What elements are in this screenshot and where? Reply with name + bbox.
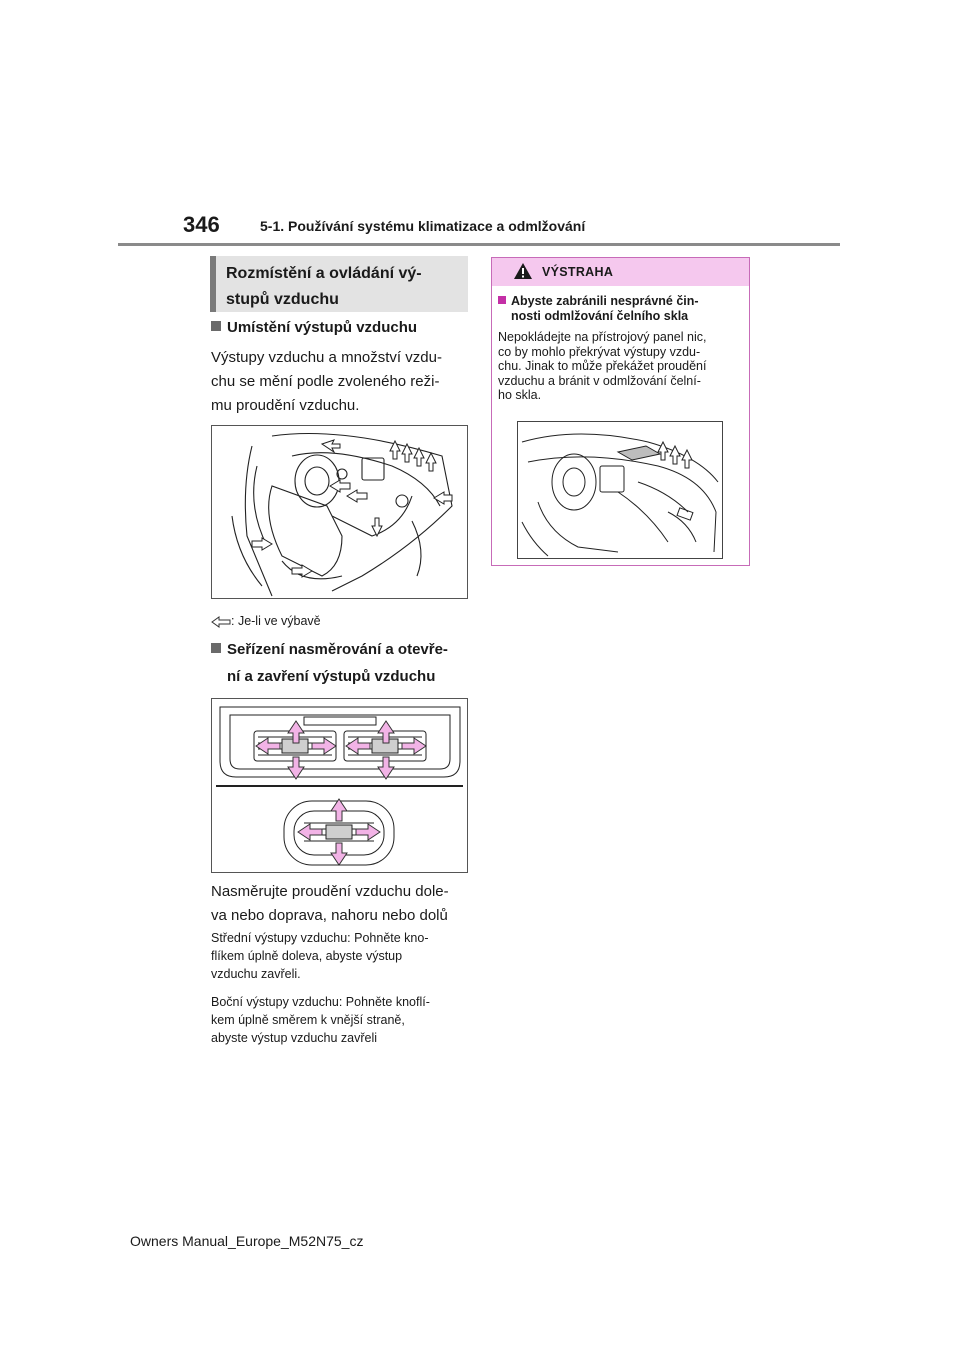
section-title-line2: stupů vzduchu (226, 291, 339, 308)
dashboard-object-figure (517, 421, 723, 559)
location-text-line: chu se mění podle zvoleného reži- (211, 373, 440, 390)
side-vent-note-line: kem úplně směrem k vnější straně, (211, 1013, 405, 1027)
dashboard-object-illustration (518, 422, 722, 558)
warning-text-line: ho skla. (498, 388, 542, 402)
bullet-square-icon (211, 321, 221, 331)
side-vent-note-line: Boční výstupy vzduchu: Pohněte knoflí- (211, 995, 430, 1009)
legend-text: : Je-li ve výbavě (231, 614, 321, 628)
location-text (211, 346, 442, 418)
header-divider (118, 243, 840, 246)
warning-text-line: co by mohlo překrývat výstupy vzdu- (498, 344, 701, 359)
optional-legend (211, 612, 321, 630)
side-vent-note-line: abyste výstup vzduchu zavřeli (211, 1031, 378, 1045)
location-heading (211, 314, 417, 341)
side-vent-note (211, 993, 430, 1047)
warning-subheading-line1: Abyste zabránili nesprávné čin- (511, 294, 699, 308)
center-vent-note-line: Střední výstupy vzduchu: Pohněte kno- (211, 931, 429, 945)
vent-adjust-illustration (212, 699, 467, 872)
warning-subheading-line2: nosti odmlžování čelního skla (511, 309, 689, 323)
adjust-instruction-line: va nebo doprava, nahoru nebo dolů (211, 907, 448, 924)
location-text-line: mu proudění vzduchu. (211, 397, 360, 414)
car-interior-illustration (212, 426, 467, 598)
adjust-instruction-line: Nasměrujte proudění vzduchu dole- (211, 883, 449, 900)
vent-location-figure (211, 425, 468, 599)
warning-triangle-icon (513, 262, 533, 280)
adjust-heading (211, 636, 448, 690)
bullet-square-icon (211, 643, 221, 653)
page-number: 346 (183, 212, 220, 237)
adjust-instruction (211, 880, 449, 928)
location-heading-text: Umístění výstupů vzduchu (227, 319, 418, 336)
vent-adjust-figure (211, 698, 468, 873)
warning-label: VÝSTRAHA (542, 265, 614, 279)
location-text-line: Výstupy vzduchu a množství vzdu- (211, 349, 442, 366)
center-vent-note (211, 929, 429, 983)
bullet-square-icon (498, 296, 506, 304)
warning-text-line: Nepokládejte na přístrojový panel nic, (498, 330, 707, 344)
footer-text: Owners Manual_Europe_M52N75_cz (130, 1233, 364, 1249)
center-vent-note-line: flíkem úplně doleva, abyste výstup (211, 949, 403, 963)
section-title (210, 256, 468, 312)
warning-subheading (498, 294, 743, 324)
adjust-heading-line2: ní a zavření výstupů vzduchu (227, 668, 436, 685)
warning-text-line: vzduchu a bránit v odmlžování čelní- (498, 373, 701, 388)
warning-text-line: chu. Jinak to může překážet proudění (498, 359, 707, 373)
adjust-heading-line1: Seřízení nasměrování a otevře- (227, 641, 448, 658)
warning-box (491, 257, 750, 566)
chapter-title: 5-1. Používání systému klimatizace a odmlžování (260, 218, 586, 234)
center-vent-note-line: vzduchu zavřeli. (211, 967, 301, 981)
warning-text (498, 330, 743, 403)
section-title-line1: Rozmístění a ovládání vý- (226, 265, 422, 282)
warning-header (492, 258, 749, 286)
optional-arrow-icon (211, 616, 231, 628)
